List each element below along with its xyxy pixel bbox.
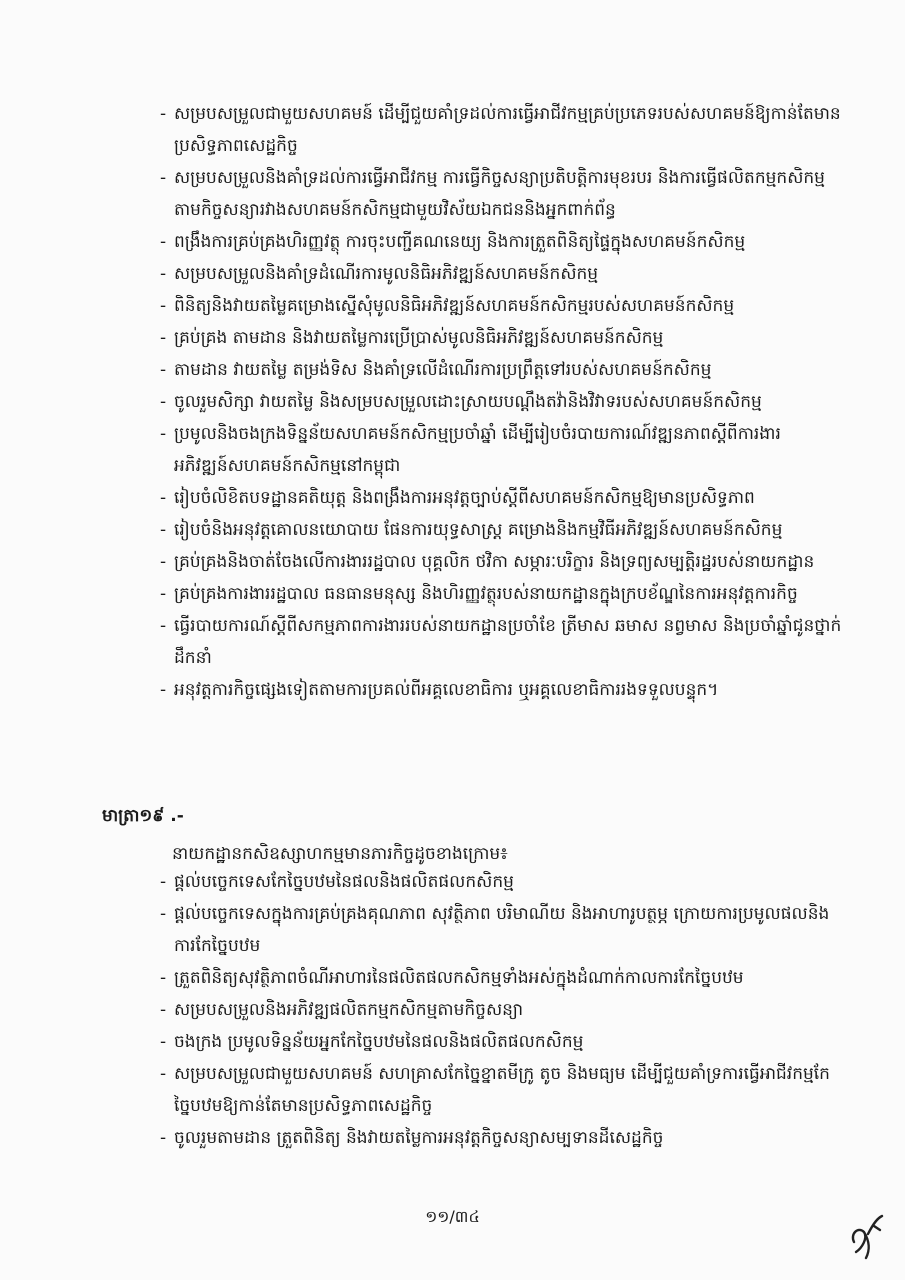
bullet-dash: -: [160, 488, 167, 508]
list-item: - ផ្តល់បច្ចេកទេសកែច្នៃបឋមនៃផលនិងផលិតផលកសិកម្ម: [160, 866, 850, 898]
list-item: - សម្របសម្រួលនិងគាំទ្រដល់ការធ្វើអាជីវកម្ម ការធ្វើកិច្ចសន្យាប្រតិបត្តិការមុខរបរ និងការធ្វើផលិតកម្មកសិកម្មតាមកិច្ចសន្យារវាងសហគមន៍កសិកម្មជាមួយវិស័យឯកជននិងអ្នកពាក់ព័ន្ធ: [160, 162, 850, 226]
list-item: - សម្របសម្រួលជាមួយសហគមន៍ សហគ្រាសកែច្នៃខ្នាតមីក្រូ តូច និងមធ្យម ដើម្បីជួយគាំទ្រការធ្វើអាជីវកម្មកែច្នៃបឋមឱ្យកាន់តែមានប្រសិទ្ធភាពសេដ្ឋកិច្ច: [160, 1058, 850, 1122]
bullet-dash: -: [160, 168, 167, 188]
list-item: - ចូលរួមសិក្សា វាយតម្លៃ និងសម្របសម្រួលដោះស្រាយបណ្តឹងតវ៉ានិងវិវាទរបស់សហគមន៍កសិកម្ម: [160, 386, 850, 418]
bullet-dash: -: [160, 232, 167, 252]
bullet-dash: -: [160, 296, 167, 316]
list-item: - អនុវត្តការកិច្ចផ្សេងទៀតតាមការប្រគល់ពីអគ្គលេខាធិការ ឬអគ្គលេខាធិការរងទទួលបន្ទុក។: [160, 674, 850, 706]
bullet-dash: -: [160, 264, 167, 284]
list-item: - រៀបចំលិខិតបទដ្ឋានគតិយុត្ត និងពង្រឹងការអនុវត្តច្បាប់ស្តីពីសហគមន៍កសិកម្មឱ្យមានប្រសិទ្ធភាព: [160, 482, 850, 514]
bullet-dash: -: [160, 1064, 167, 1084]
list-item: - ចូលរួមតាមដាន ត្រួតពិនិត្យ និងវាយតម្លៃការអនុវត្តកិច្ចសន្យាសម្បទានដីសេដ្ឋកិច្ច: [160, 1122, 850, 1154]
bullet-dash: -: [160, 1032, 167, 1052]
list-item: - សម្របសម្រួលនិងគាំទ្រដំណើរការមូលនិធិអភិវឌ្ឍន៍សហគមន៍កសិកម្ម: [160, 258, 850, 290]
bullet-dash: -: [160, 424, 167, 444]
list-item: - ពិនិត្យនិងវាយតម្លៃគម្រោងស្នើសុំមូលនិធិអភិវឌ្ឍន៍សហគមន៍កសិកម្មរបស់សហគមន៍កសិកម្ម: [160, 290, 850, 322]
bullet-dash: -: [160, 680, 167, 700]
list-item: - ចងក្រង ប្រមូលទិន្នន័យអ្នកកែច្នៃបឋមនៃផលនិងផលិតផលកសិកម្ម: [160, 1026, 850, 1058]
article-heading: មាត្រា១៩ .-: [102, 806, 184, 826]
bullet-dash: -: [160, 360, 167, 380]
article-intro: នាយកដ្ឋានកសិឧស្សាហកម្មមានភារកិច្ចដូចខាងក្រោម៖: [172, 844, 508, 864]
list-item: - សម្របសម្រួលជាមួយសហគមន៍ ដើម្បីជួយគាំទ្រដល់ការធ្វើអាជីវកម្មគ្រប់ប្រភេទរបស់សហគមន៍ឱ្យកាន់តែមានប្រសិទ្ធភាពសេដ្ឋកិច្ច: [160, 98, 850, 162]
duties-list-article-19: [160, 866, 850, 1154]
bullet-dash: -: [160, 904, 167, 924]
list-item: - ផ្តល់បច្ចេកទេសក្នុងការគ្រប់គ្រងគុណភាព សុវត្ថិភាព បរិមាណីយ និងអាហារូបត្ថម្ភ ក្រោយការប្រមូលផលនិងការកែច្នៃបឋម: [160, 898, 850, 962]
bullet-dash: -: [160, 328, 167, 348]
list-item: - រៀបចំនិងអនុវត្តគោលនយោបាយ ផែនការយុទ្ធសាស្ត្រ គម្រោងនិងកម្មវិធីអភិវឌ្ឍន៍សហគមន៍កសិកម្ម: [160, 514, 850, 546]
list-item: - តាមដាន វាយតម្លៃ តម្រង់ទិស និងគាំទ្រលើដំណើរការប្រព្រឹត្តទៅរបស់សហគមន៍កសិកម្ម: [160, 354, 850, 386]
bullet-dash: -: [160, 968, 167, 988]
list-item: - ប្រមូលនិងចងក្រងទិន្នន័យសហគមន៍កសិកម្មប្រចាំឆ្នាំ ដើម្បីរៀបចំរបាយការណ៍វឌ្ឍនភាពស្តីពីការងារអភិវឌ្ឍន៍សហគមន៍កសិកម្មនៅកម្ពុជា: [160, 418, 850, 482]
bullet-dash: -: [160, 616, 167, 636]
bullet-dash: -: [160, 1000, 167, 1020]
handwritten-initial: [848, 1212, 888, 1262]
list-item: - គ្រប់គ្រង តាមដាន និងវាយតម្លៃការប្រើប្រាស់មូលនិធិអភិវឌ្ឍន៍សហគមន៍កសិកម្ម: [160, 322, 850, 354]
bullet-dash: -: [160, 872, 167, 892]
list-item: - ធ្វើរបាយការណ៍ស្តីពីសកម្មភាពការងាររបស់នាយកដ្ឋានប្រចាំខែ ត្រីមាស ឆមាស នព្វមាស និងប្រចាំឆ្នាំជូនថ្នាក់ដឹកនាំ: [160, 610, 850, 674]
duties-list-continued: [160, 98, 850, 706]
list-item: - សម្របសម្រួលនិងអភិវឌ្ឍផលិតកម្មកសិកម្មតាមកិច្ចសន្យា: [160, 994, 850, 1026]
list-item: - ពង្រឹងការគ្រប់គ្រងហិរញ្ញវត្ថុ ការចុះបញ្ជីគណនេយ្យ និងការត្រួតពិនិត្យផ្ទៃក្នុងសហគមន៍កសិកម្ម: [160, 226, 850, 258]
bullet-dash: -: [160, 1128, 167, 1148]
list-item: - គ្រប់គ្រងនិងចាត់ចែងលើការងាររដ្ឋបាល បុគ្គលិក ថវិកា សម្ភារៈបរិក្ខារ និងទ្រព្យសម្បត្តិរដ្ឋរបស់នាយកដ្ឋាន: [160, 546, 850, 578]
bullet-dash: -: [160, 104, 167, 124]
list-item: - គ្រប់គ្រងការងាររដ្ឋបាល ធនធានមនុស្ស និងហិរញ្ញវត្ថុរបស់នាយកដ្ឋានក្នុងក្របខ័ណ្ឌនៃការអនុវត្តការកិច្ច: [160, 578, 850, 610]
page-number: ១១/៣៤: [425, 1207, 480, 1226]
bullet-dash: -: [160, 584, 167, 604]
bullet-dash: -: [160, 552, 167, 572]
bullet-dash: -: [160, 520, 167, 540]
bullet-dash: -: [160, 392, 167, 412]
list-item: - ត្រួតពិនិត្យសុវត្ថិភាពចំណីអាហារនៃផលិតផលកសិកម្មទាំងអស់ក្នុងដំណាក់កាលការកែច្នៃបឋម: [160, 962, 850, 994]
